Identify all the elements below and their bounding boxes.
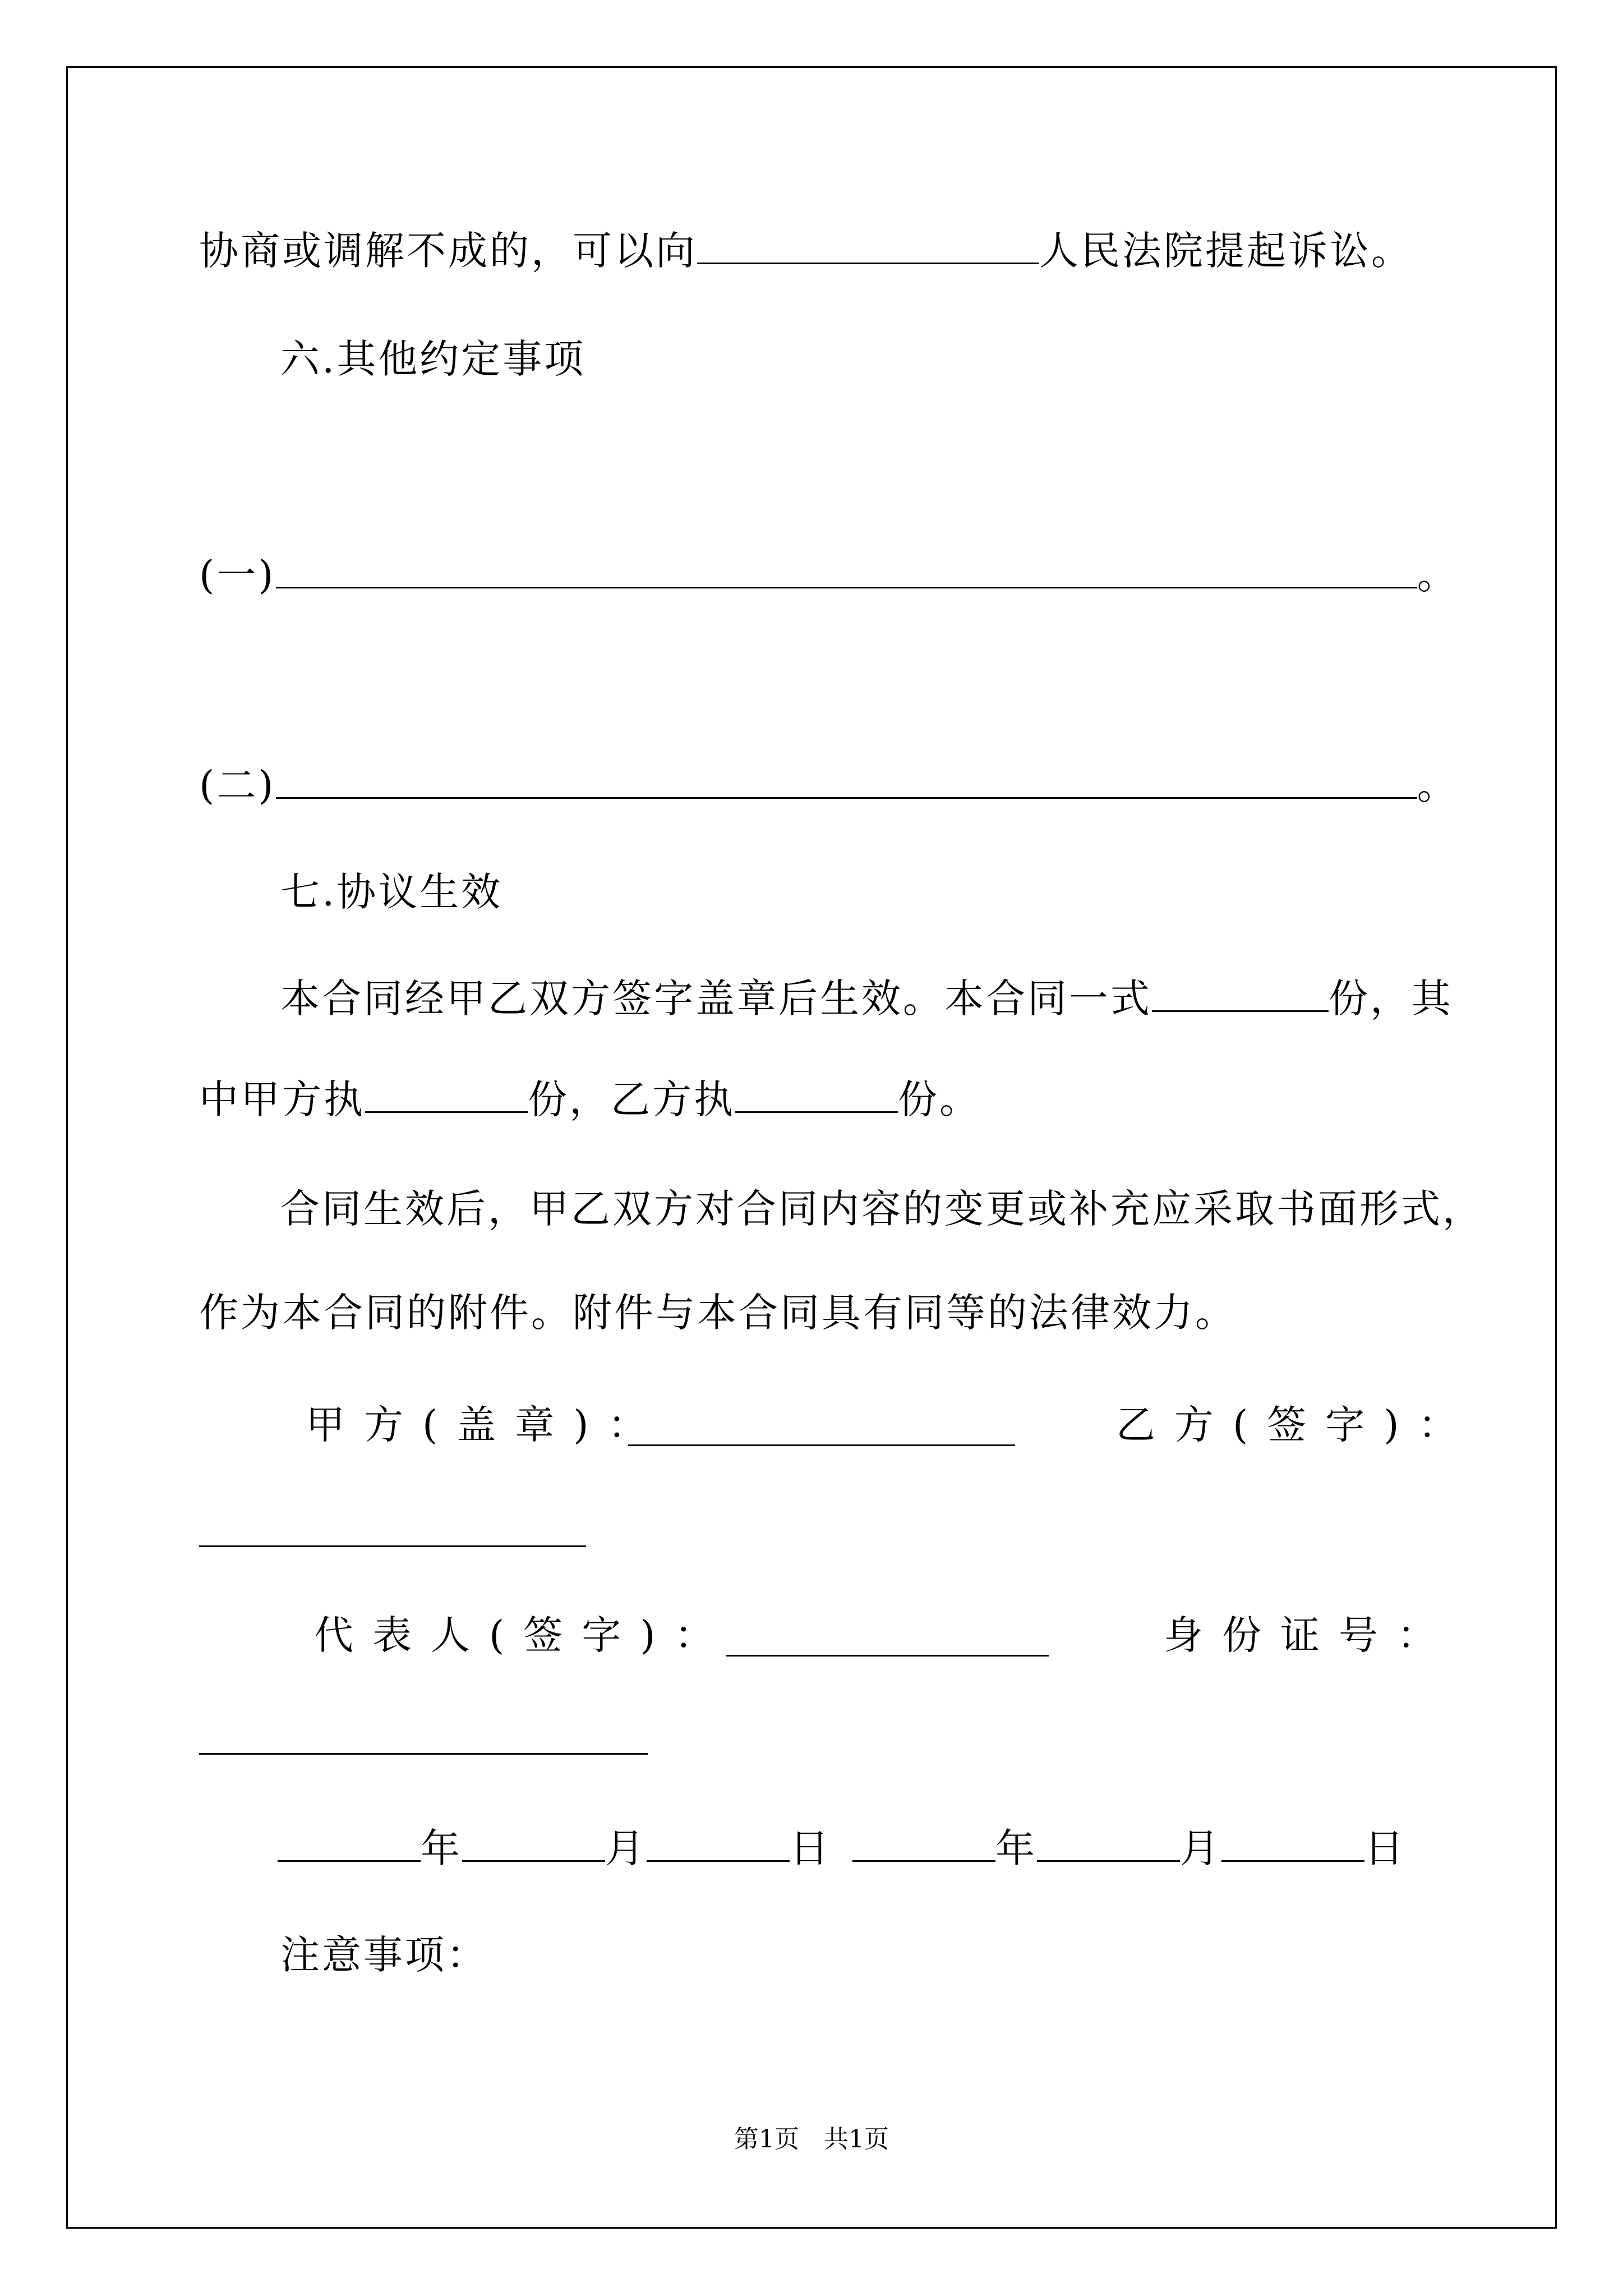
blank-day-1[interactable] (647, 1826, 790, 1862)
party-a-seal-label: 甲方(盖章)： (306, 1402, 666, 1448)
blank-party-b-copies[interactable] (735, 1078, 898, 1113)
blank-party-a-copies[interactable] (365, 1078, 528, 1113)
section-heading: 七.协议生效 (280, 869, 503, 915)
blank-representative-sign[interactable] (726, 1621, 1049, 1657)
page-border (66, 66, 1557, 2229)
blank-party-b-sign[interactable] (199, 1512, 586, 1547)
id-number-label: 身份证号： (1164, 1612, 1455, 1658)
page-footer: 第1页 共1页 (734, 2125, 889, 2154)
blank-item-1[interactable] (276, 553, 1417, 588)
blank-month-2[interactable] (1037, 1826, 1180, 1862)
party-b-sign-label: 乙方(签字)： (1116, 1402, 1477, 1448)
blank-day-2[interactable] (1221, 1826, 1364, 1862)
blank-year-2[interactable] (852, 1826, 995, 1862)
paragraph-line: 作为本合同的附件。附件与本合同具有同等的法律效力。 (199, 1290, 1237, 1336)
paragraph-line: 本合同经甲乙双方签字盖章后生效。本合同一式 份，其 (280, 976, 1453, 1022)
blank-copies[interactable] (1152, 977, 1329, 1012)
paragraph-line: 协商或调解不成的，可以向 人民法院提起诉讼。 (199, 228, 1413, 274)
blank-court[interactable] (697, 229, 1039, 264)
notes-heading: 注意事项： (280, 1932, 488, 1978)
blank-id-number[interactable] (199, 1719, 648, 1755)
paragraph-line: 合同生效后，甲乙双方对合同内容的变更或补充应采取书面形式， (280, 1186, 1484, 1232)
date-line: 年 月 日 (852, 1823, 1406, 1874)
representative-sign-label: 代表人(签字)： (314, 1612, 733, 1658)
section-heading: 六.其他约定事项 (280, 336, 586, 382)
blank-year-1[interactable] (278, 1826, 421, 1862)
paragraph-line: 中甲方执 份，乙方执 份。 (199, 1076, 981, 1122)
item-line: (一) 。 (199, 552, 1459, 598)
blank-party-a-seal[interactable] (628, 1411, 1015, 1446)
blank-item-2[interactable] (276, 763, 1417, 799)
date-line: 年 月 日 (278, 1823, 831, 1874)
blank-month-1[interactable] (462, 1826, 605, 1862)
item-line: (二) 。 (199, 762, 1459, 808)
